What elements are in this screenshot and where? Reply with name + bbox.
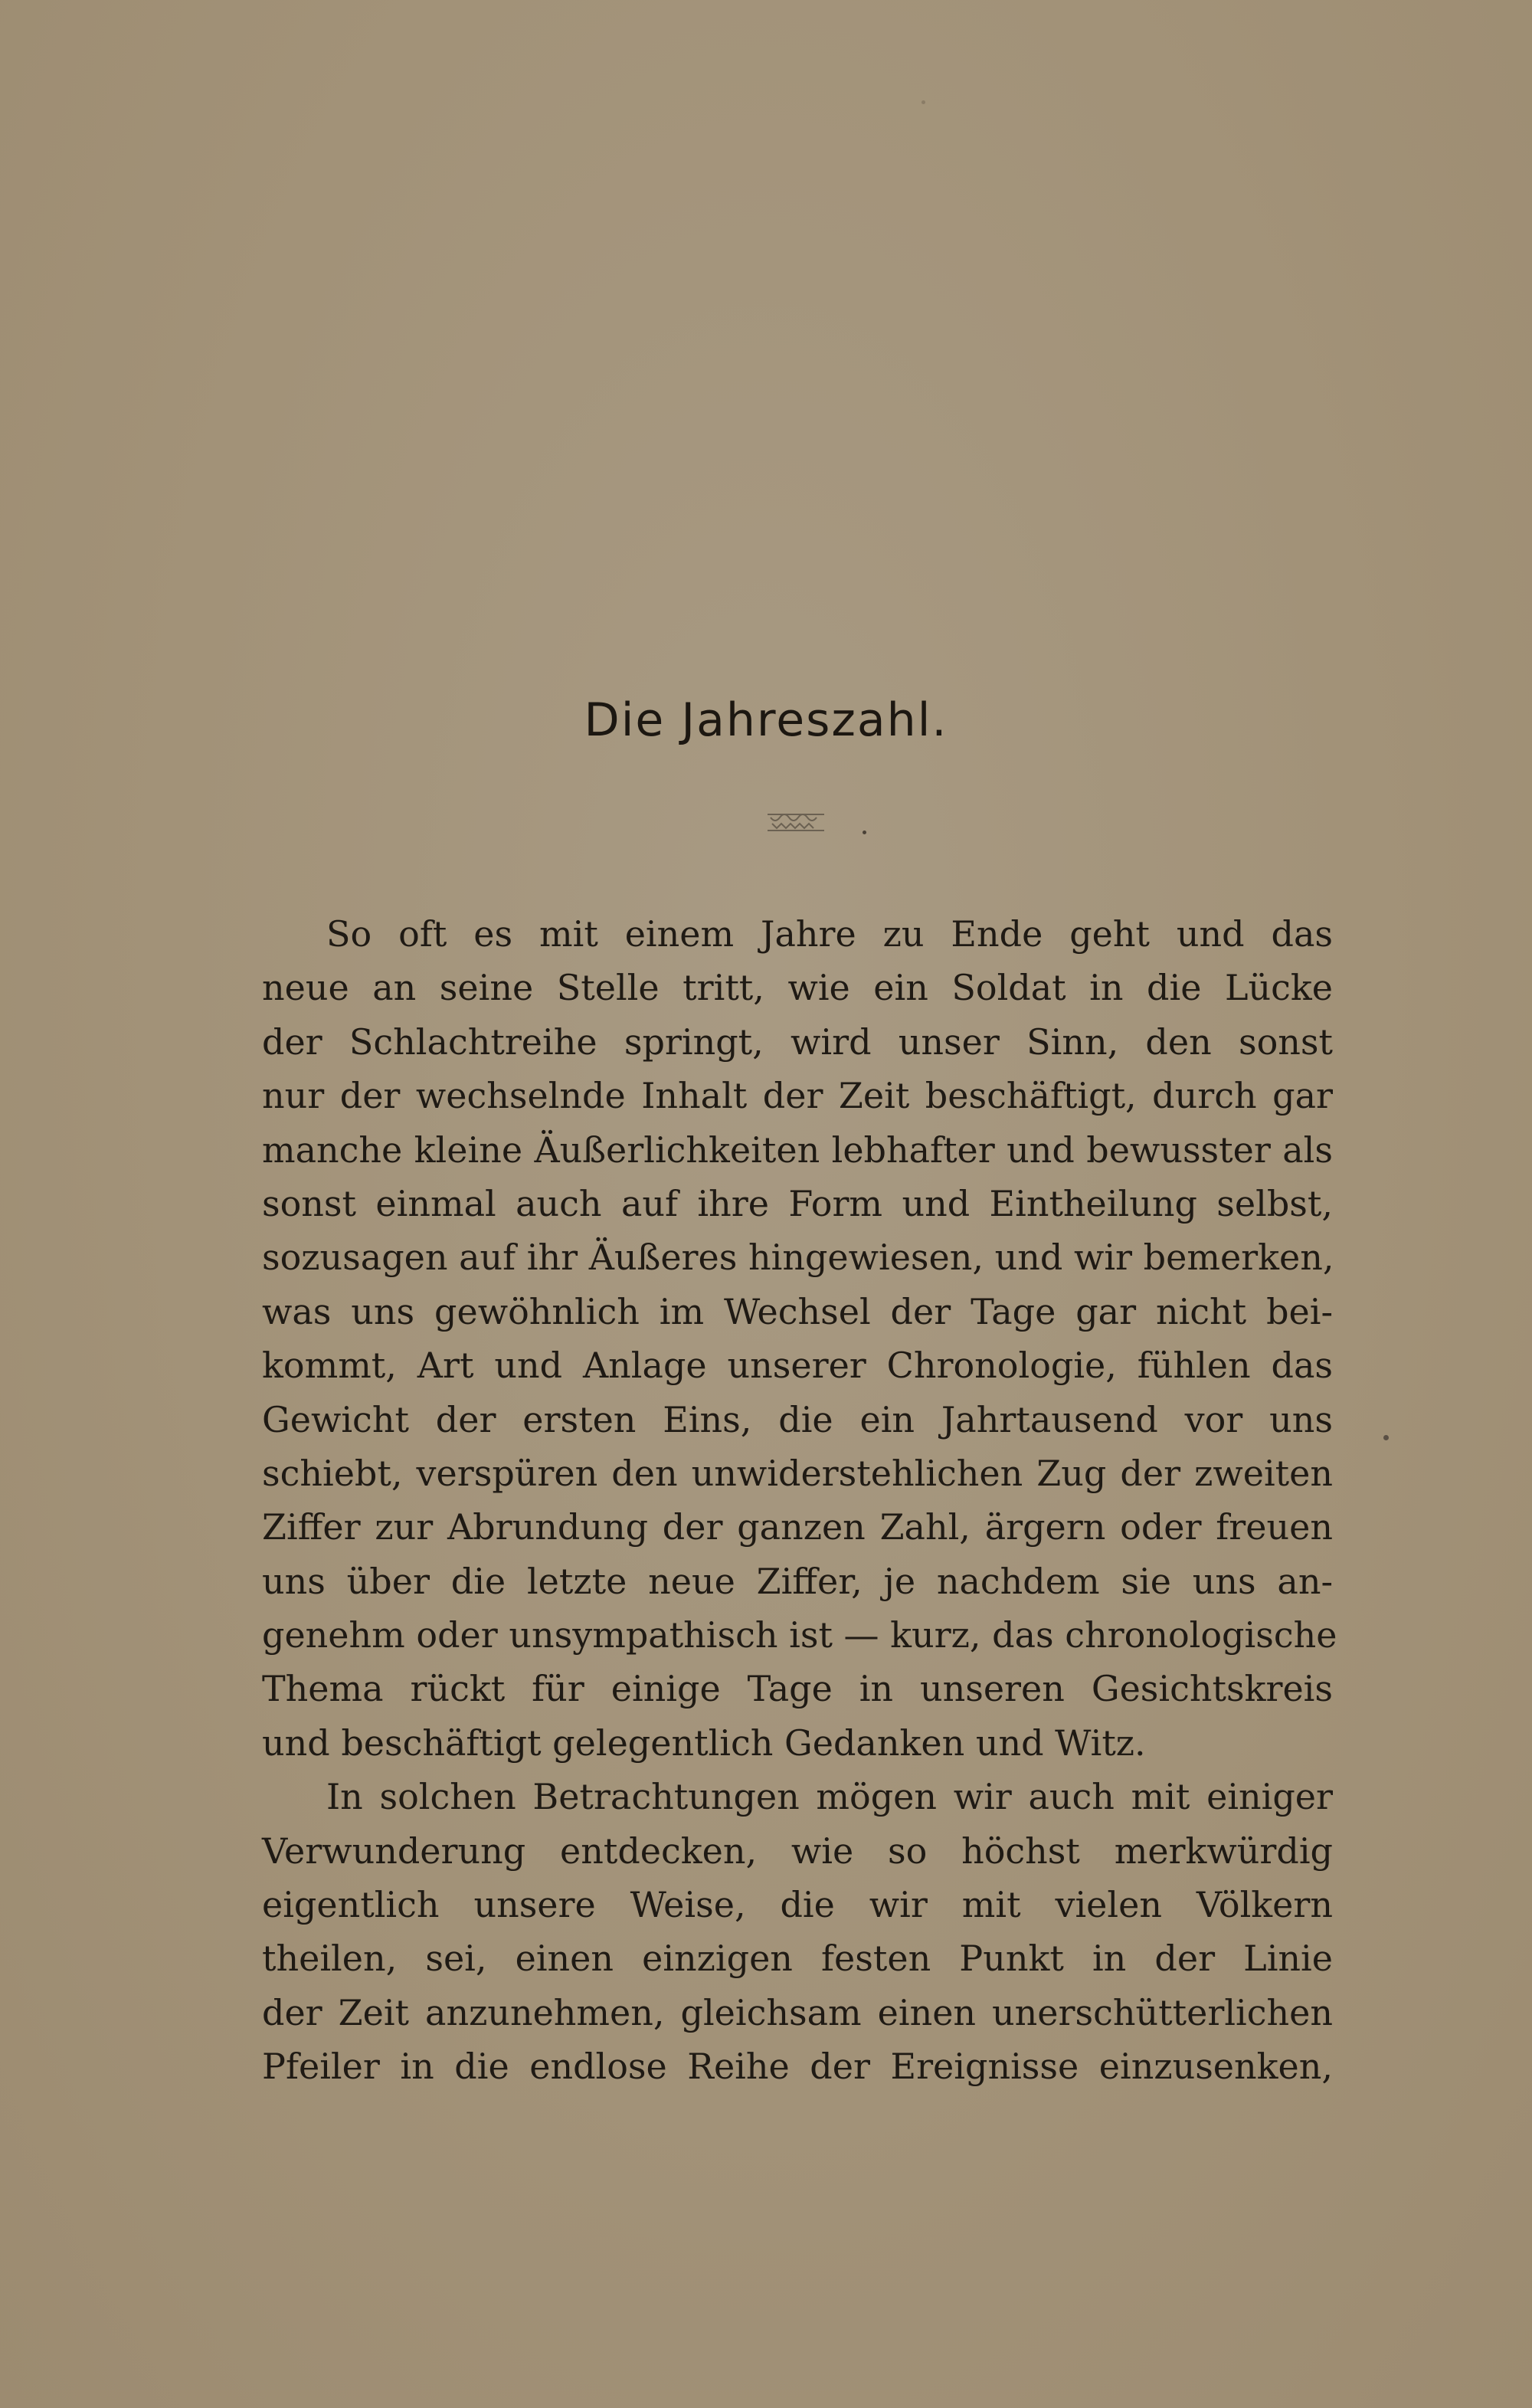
text-line: der Zeit anzunehmen, gleichsam einen unerschütterlichen [262, 1991, 1333, 2033]
text-line: Pfeiler in die endlose Reihe der Ereignisse einzusenken, [262, 2046, 1333, 2088]
text-line: In solchen Betrachtungen mögen wir auch mit einiger [326, 1776, 1333, 1818]
text-line: und beschäftigt gelegentlich Gedanken und Witz. [262, 1722, 1146, 1764]
text-line: Thema rückt für einige Tage in unseren Gesichtskreis [262, 1668, 1333, 1710]
stray-mark [1383, 1435, 1389, 1440]
text-line: sozusagen auf ihr Äußeres hingewiesen, und wir bemerken, [262, 1237, 1334, 1279]
text-line: theilen, sei, einen einzigen festen Punkt in der Linie [262, 1938, 1333, 1980]
text-line: genehm oder unsympathisch ist — kurz, das chronologische [262, 1614, 1337, 1656]
text-line: sonst einmal auch auf ihre Form und Eintheilung selbst, [262, 1182, 1333, 1224]
text-line: was uns gewöhnlich im Wechsel der Tage gar nicht bei- [262, 1290, 1333, 1332]
stray-mark [921, 100, 925, 104]
ornament-vignette [766, 810, 827, 833]
text-line: kommt, Art und Anlage unserer Chronologie, fühlen das [262, 1345, 1333, 1387]
body-text [262, 907, 1337, 2094]
text-line: manche kleine Äußerlichkeiten lebhafter und bewusster als [262, 1129, 1333, 1171]
text-line: schiebt, verspüren den unwiderstehlichen Zug der zweiten [262, 1452, 1333, 1494]
chapter-title: Die Jahreszahl. [584, 693, 948, 747]
text-line: So oft es mit einem Jahre zu Ende geht und das [326, 913, 1333, 955]
text-line: Gewicht der ersten Eins, die ein Jahrtausend vor uns [262, 1398, 1333, 1440]
text-line: eigentlich unsere Weise, die wir mit vielen Völkern [262, 1884, 1333, 1926]
text-line: nur der wechselnde Inhalt der Zeit beschäftigt, durch gar [262, 1075, 1333, 1117]
text-line: neue an seine Stelle tritt, wie ein Soldat in die Lücke [262, 967, 1333, 1009]
text-line: Verwunderung entdecken, wie so höchst merkwürdig [262, 1830, 1333, 1872]
text-line: Ziffer zur Abrundung der ganzen Zahl, ärgern oder freuen [262, 1506, 1333, 1548]
ornament-dot [863, 831, 866, 834]
text-line: der Schlachtreihe springt, wird unser Sinn, den sonst [262, 1021, 1333, 1063]
text-line: uns über die letzte neue Ziffer, je nachdem sie uns an- [262, 1560, 1333, 1602]
